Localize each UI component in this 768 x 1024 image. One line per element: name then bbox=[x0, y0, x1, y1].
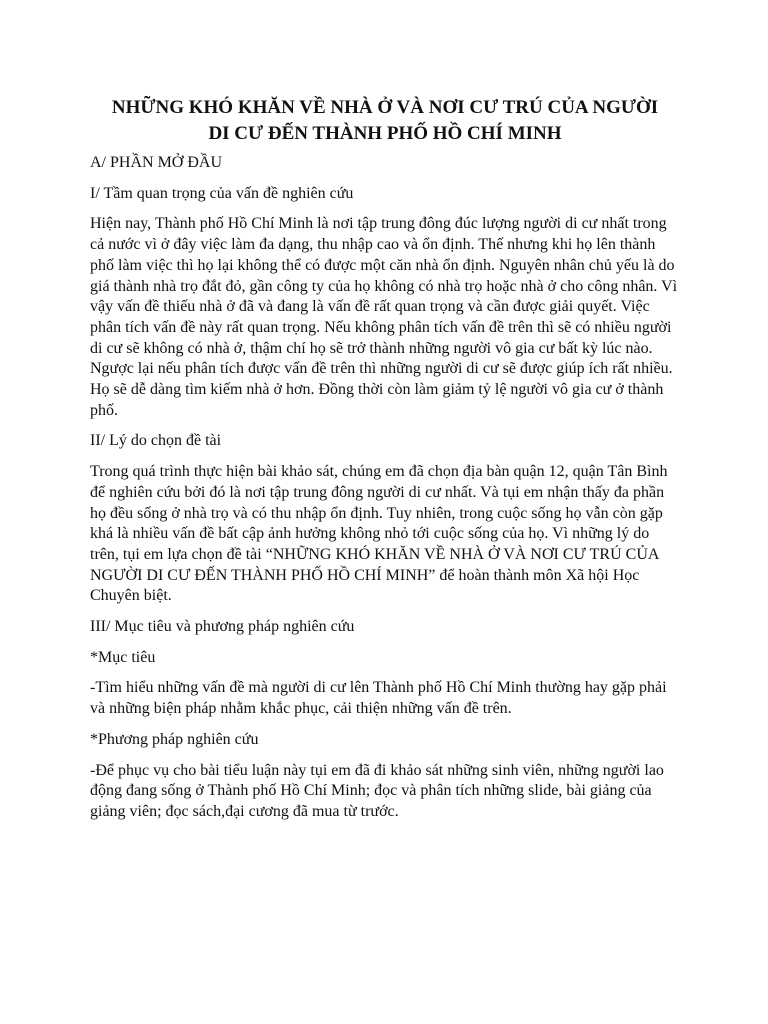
section-3-heading: III/ Mục tiêu và phương pháp nghiên cứu bbox=[90, 618, 355, 636]
document-page bbox=[90, 95, 680, 833]
method-paragraph: -Để phục vụ cho bài tiểu luận này tụi em đã đi khảo sát những sinh viên, những người lao động đang sống ở Thành phố Hồ Chí Minh; đọc và phân tích những slide, bài giảng của giảng viên; đọc sách,đại cương đã mua từ trước. bbox=[90, 761, 664, 820]
section-a-heading: A/ PHẦN MỞ ĐẦU bbox=[90, 154, 223, 171]
document-title-line-1: NHỮNG KHÓ KHĂN VỀ NHÀ Ở VÀ NƠI CƯ TRÚ CỦA NGƯỜI bbox=[111, 97, 659, 118]
section-2-heading: II/ Lý do chọn đề tài bbox=[90, 432, 222, 450]
objective-paragraph: -Tìm hiểu những vấn đề mà người di cư lên Thành phố Hồ Chí Minh thường hay gặp phải và những biện pháp nhằm khắc phục, cải thiện những vấn đề trên. bbox=[90, 679, 667, 718]
section-1-paragraph: Hiện nay, Thành phố Hồ Chí Minh là nơi tập trung đông đúc lượng người di cư nhất trong cả nước vì ở đây việc làm đa dạng, thu nhập cao và ổn định. Thế nhưng khi họ lên thành phố làm việc thì họ lại không thể có được một căn nhà ổn định. Nguyên nhân chủ yếu là do giá thành nhà trọ đắt đỏ, gần công ty của họ không có nhà trọ hoặc nhà ở cho công nhân. Vì vậy vấn đề thiếu nhà ở đã và đang là vấn đề rất quan trọng và cần được giải quyết. Việc phân tích vấn đề này rất quan trọng. Nếu không phân tích vấn đề trên thì sẽ có nhiều người di cư sẽ không có nhà ở, thậm chí họ sẽ trở thành những người vô gia cư bất kỳ lúc nào. Ngược lại nếu phân tích được vấn đề trên thì những người di cư sẽ được giúp ích rất nhiều. Họ sẽ dễ dàng tìm kiếm nhà ở hơn. Đồng thời còn làm giảm tỷ lệ người vô gia cư ở thành phố. bbox=[90, 215, 678, 419]
objective-heading: *Mục tiêu bbox=[90, 648, 156, 666]
method-heading: *Phương pháp nghiên cứu bbox=[90, 730, 259, 748]
document-title-line-2: DI CƯ ĐẾN THÀNH PHỐ HỒ CHÍ MINH bbox=[208, 123, 562, 144]
section-2-paragraph: Trong quá trình thực hiện bài khảo sát, chúng em đã chọn địa bàn quận 12, quận Tân Bình để nghiên cứu bởi đó là nơi tập trung đông người di cư nhất. Và tụi em nhận thấy đa phần họ đều sống ở nhà trọ và có thu nhập ổn định. Tuy nhiên, trong cuộc sống họ vẫn còn gặp khá là nhiều vấn đề bất cập ảnh hưởng không nhỏ tới cuộc sống của họ. Vì những lý do trên, tụi em lựa chọn đề tài “NHỮNG KHÓ KHĂN VỀ NHÀ Ở VÀ NƠI CƯ TRÚ CỦA NGƯỜI DI CƯ ĐẾN THÀNH PHỐ HỒ CHÍ MINH” để hoàn thành môn Xã hội Học Chuyên biệt. bbox=[90, 463, 668, 605]
section-1-heading: I/ Tầm quan trọng của vấn đề nghiên cứu bbox=[90, 184, 354, 202]
document-title bbox=[90, 95, 680, 147]
